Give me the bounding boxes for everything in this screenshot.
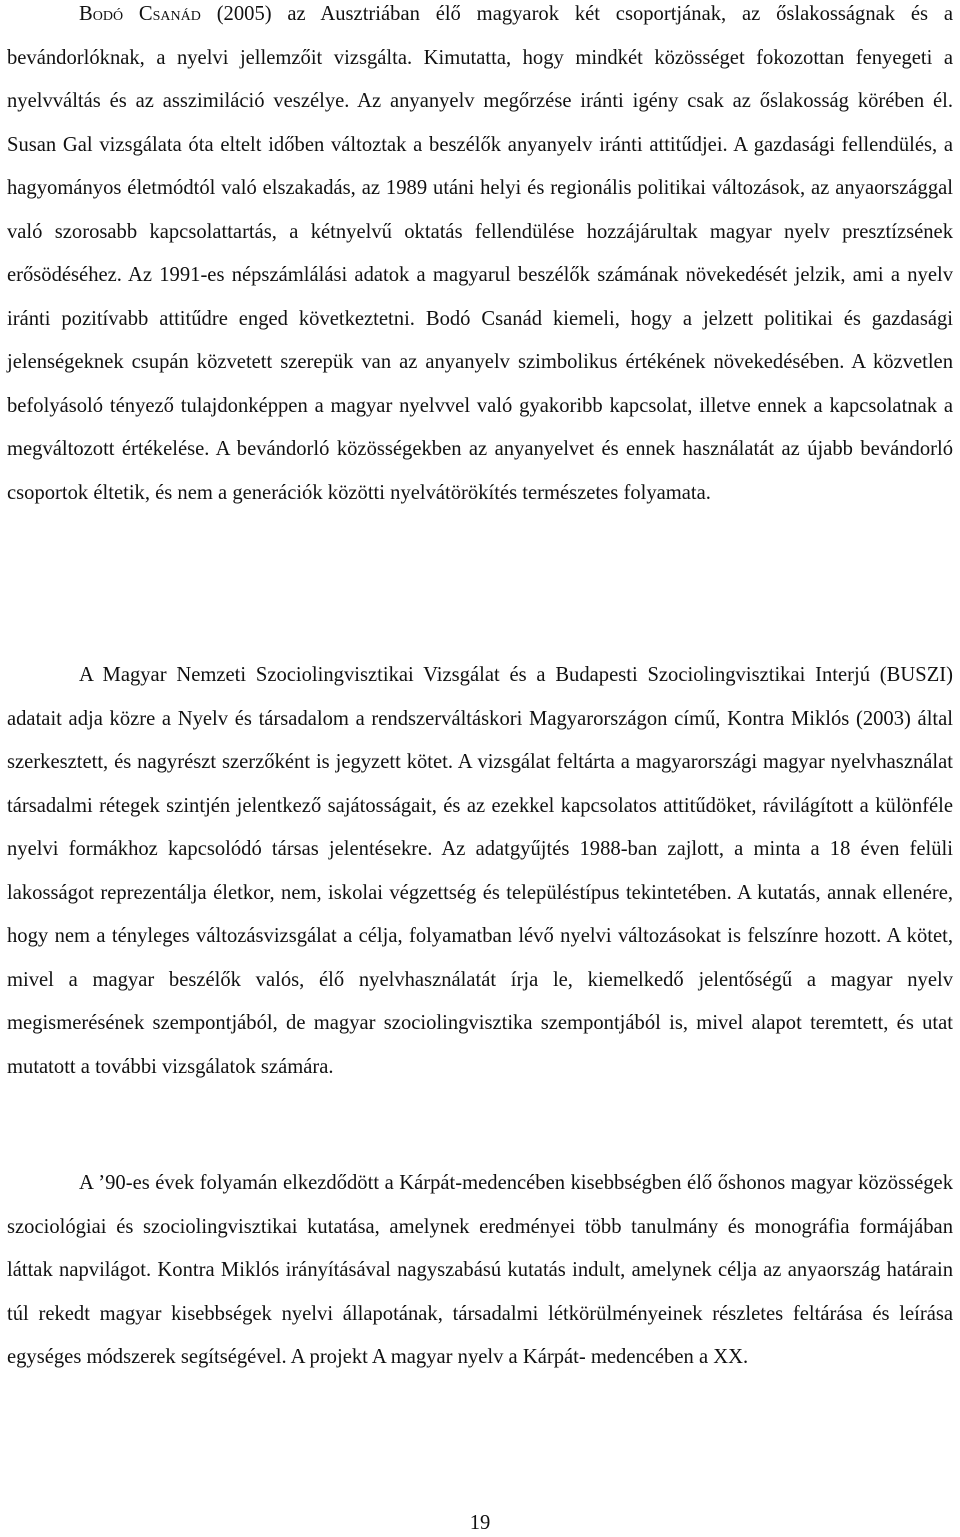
author-last-name: Csanád: [138, 3, 201, 25]
author-first-name: Bodó: [79, 3, 124, 25]
paragraph-2: A Magyar Nemzeti Szociolingvisztikai Vizsgálat és a Budapesti Szociolingvisztikai Interjú (BUSZI) adatait adja közre a Nyelv és társadalom a rendszerváltáskori Magyarországon című, Kontra Miklós (2003) által szerkesztett, és nagyrészt szerzőként is jegyzett kötet. A vizsgálat feltárta a magyarországi magyar nyelvhasználat társadalmi rétegek szintjén jelentkező sajátosságait, és az ezekkel kapcsolatos attitűdöket, rávilágított a különféle nyelvi formákhoz kapcsolódó társas jelentésekre. Az adatgyűjtés 1988-ban zajlott, a minta a 18 éven felüli lakosságot reprezentálja életkor, nem, iskolai végzettség és településtípus tekintetében. A kutatás, annak ellenére, hogy nem a tényleges változásvizsgálat a célja, folyamatban lévő nyelvi változásokat is felszínre hozott. A kötet, mivel a magyar beszélők valós, élő nyelvhasználatát írja le, kiemelkedő jelentőségű a magyar nyelv megismerésének szempontjából, de magyar szociolingvisztika szempontjából is, mivel alapot teremtett, és utat mutatott a további vizsgálatok számára.: [7, 664, 953, 1078]
paragraph-1-text: (2005) az Ausztriában élő magyarok két csoportjának, az őslakosságnak és a bevándorlóknak, a nyelvi jellemzőit vizsgálta. Kimutatta, hogy mindkét közösséget fokozottan fenyegeti a nyelvváltás és az asszimiláció veszélye. Az anyanyelv megőrzése iránti igény csak az őslakosság körében él. Susan Gal vizsgálata óta eltelt időben változtak a beszélők anyanyelv iránti attitűdjei. A gazdasági fellendülés, a hagyományos életmódtól való elszakadás, az 1989 utáni helyi és regionális politikai változások, az anyaországgal való szorosabb kapcsolattartás, a kétnyelvű oktatás fellendülése hozzájárultak magyar nyelv presztízsének erősödéséhez. Az 1991-es népszámlálási adatok a magyarul beszélők számának növekedését jelzik, ami a nyelv iránti pozitívabb attitűdre enged következtetni. Bodó Csanád kiemeli, hogy a jelzett politikai és gazdasági jelenségeknek csupán közvetett szerepük van az anyanyelv szimbolikus értékének növekedésében. A közvetlen befolyásoló tényező tulajdonképpen a magyar nyelvvel való gyakoribb kapcsolat, illetve ennek a kapcsolatnak a megváltozott értékelése. A bevándorló közösségekben az anyanyelvet és ennek használatát az újabb bevándorló csoportok éltetik, és nem a generációk közötti nyelvátörökítés természetes folyamata.: [7, 3, 953, 504]
paragraph-1: [7, 0, 953, 515]
page-number: 19: [469, 1512, 491, 1534]
paragraph-3: A ’90-es évek folyamán elkezdődött a Kárpát-medencében kisebbségben élő őshonos magyar közösségek szociológiai és szociolingvisztikai kutatása, amelynek eredményei több tanulmány és monográfia formájában láttak napvilágot. Kontra Miklós irányításával nagyszabású kutatás indult, amelynek célja az anyaország határain túl rekedt magyar kisebbségek nyelvi állapotának, társadalmi létkörülményeinek részletes feltárása és leírása egységes módszerek segítségével. A projekt A magyar nyelv a Kárpát- medencében a XX.: [7, 1172, 953, 1368]
